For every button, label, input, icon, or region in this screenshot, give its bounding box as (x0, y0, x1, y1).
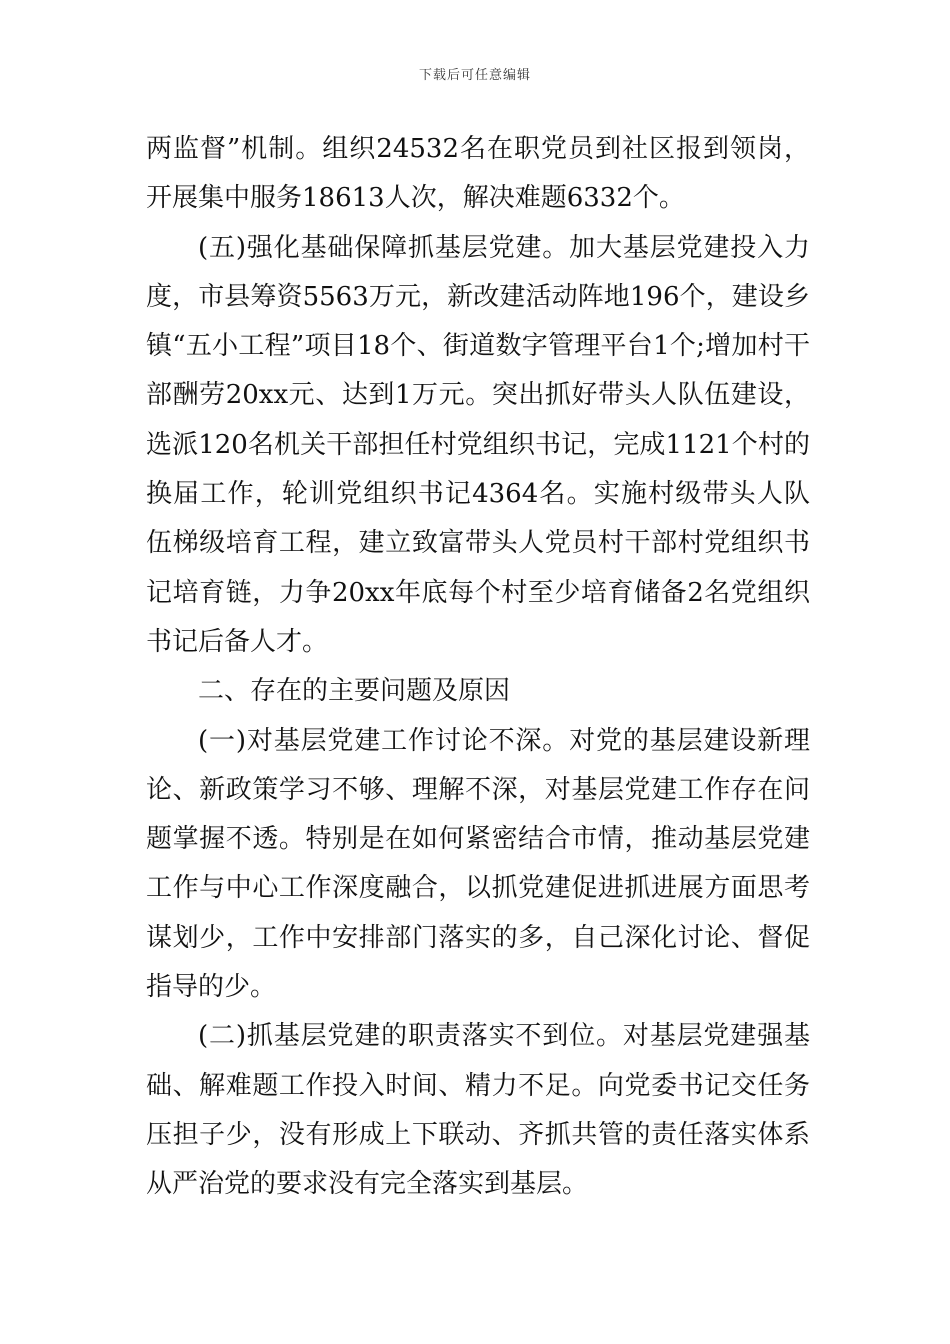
paragraph-continuation: 两监督”机制。组织24532名在职党员到社区报到领岗，开展集中服务18613人次，解决难题6332个。 (146, 134, 810, 214)
paragraph-problem-two: (二)抓基层党建的职责落实不到位。对基层党建强基础、解难题工作投入时间、精力不足。向党委书记交任务压担子少，没有形成上下联动、齐抓共管的责任落实体系从严治党的要求没有完全落实到基层。 (146, 1021, 810, 1200)
page-header: 下载后可任意编辑 (418, 68, 531, 83)
paragraph-problem-one: (一)对基层党建工作讨论不深。对党的基层建设新理论、新政策学习不够、理解不深，对基层党建工作存在问题掌握不透。特别是在如何紧密结合市情，推动基层党建工作与中心工作深度融合，以抓党建促进抓进展方面思考谋划少，工作中安排部门落实的多，自己深化讨论、督促指导的少。 (146, 725, 810, 1003)
paragraph-section-five: (五)强化基础保障抓基层党建。加大基层党建投入力度，市县筹资5563万元，新改建活动阵地196个，建设乡镇“五小工程”项目18个、街道数字管理平台1个;增加村干部酬劳20xx元、达到1万元。突出抓好带头人队伍建设，选派120名机关干部担任村党组织书记，完成1121个村的换届工作，轮训党组织书记4364名。实施村级带头人队伍梯级培育工程，建立致富带头人党员村干部村党组织书记培育链，力争20xx年底每个村至少培育储备2名党组织书记后备人才。 (146, 232, 810, 657)
document-body (146, 125, 810, 1210)
section-heading-problems: 二、存在的主要问题及原因 (198, 676, 511, 707)
